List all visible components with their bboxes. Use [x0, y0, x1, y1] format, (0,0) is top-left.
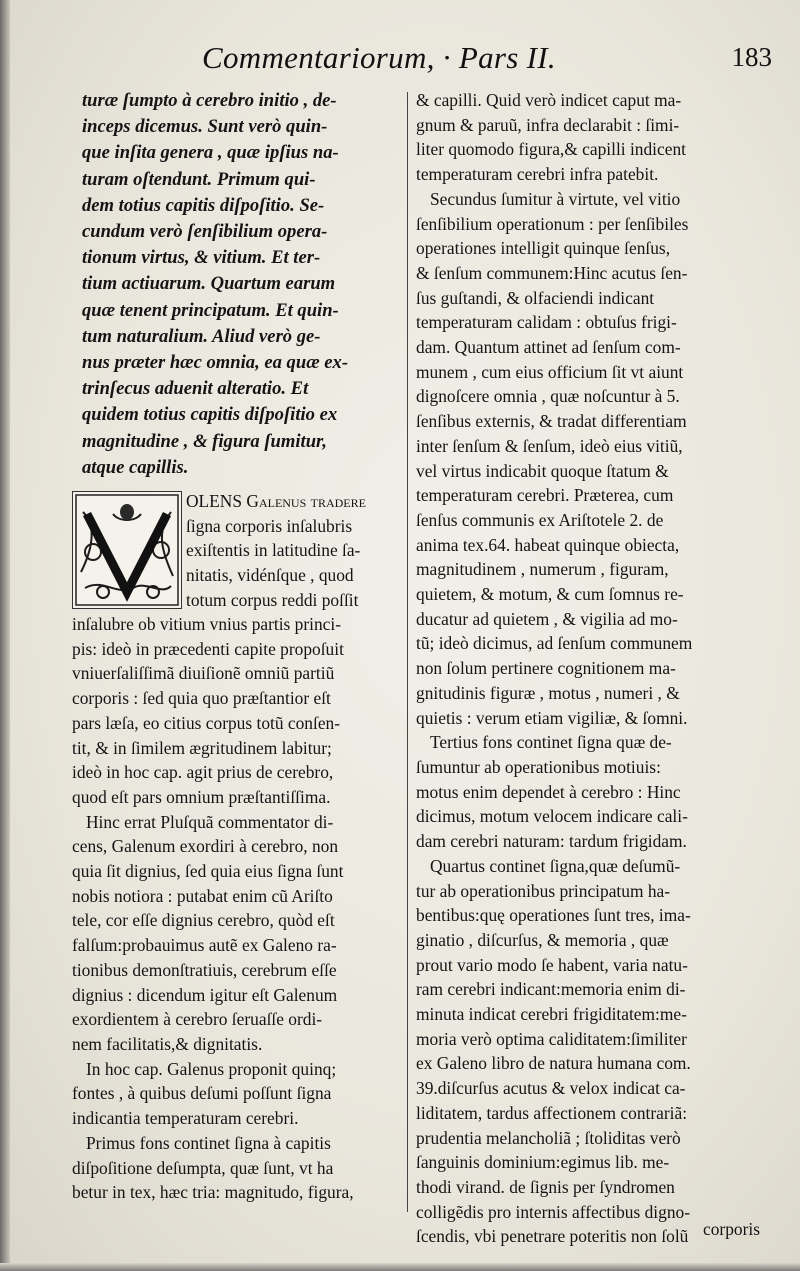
- text-line: totum corpus reddi poſſit: [186, 589, 359, 610]
- text-line: ſumuntur ab operationibus motiuis:: [416, 756, 661, 777]
- text-line: motus enim dependet à cerebro : Hinc: [416, 781, 681, 802]
- text-line: ſcendis, vbi penetrare poteritis non ſolũ: [416, 1226, 689, 1247]
- text-line: moria verò optima caliditatem:ſimiliter: [416, 1028, 687, 1049]
- text-line: dam. Quantum attinet ad ſenſum com-: [416, 337, 681, 358]
- text-line: Quartus continet ſigna,quæ deſumũ-: [430, 855, 681, 876]
- text-line: prout vario modo ſe habent, varia natu-: [416, 954, 688, 975]
- text-line: corporis : ſed quia quo præſtantior eſt: [72, 688, 331, 709]
- text-line: quietem, & motum, & cum ſomnus re-: [416, 584, 684, 605]
- text-line: OLENS Galenus tradere: [186, 491, 366, 512]
- text-line: ſus guſtandi, & olfaciendi indicant: [416, 287, 655, 308]
- running-head: [190, 38, 780, 88]
- text-line: tele, cor eſſe dignius cerebro, quòd eſt: [72, 910, 335, 931]
- text-line: & ſenſum communem:Hinc acutus ſen-: [416, 262, 688, 283]
- page-edge-shadow: [0, 0, 10, 1271]
- text-line: Primus fons continet ſigna à capitis: [86, 1132, 331, 1153]
- column-divider: [407, 92, 408, 1212]
- text-line: atque capillis.: [82, 456, 189, 478]
- dropcap-paragraph: [72, 489, 404, 612]
- text-line: anima tex.64. habeat quinque obiecta,: [416, 534, 680, 555]
- text-line: Hinc errat Pluſquã commentator di-: [86, 811, 334, 832]
- right-column: [416, 88, 762, 1249]
- text-line: munem , cum eius officium ſit vt aiunt: [416, 361, 684, 382]
- text-line: nus præter hæc omnia, ea quæ ex-: [82, 352, 349, 374]
- text-line: turæ ſumpto à cerebro initio , de-: [82, 90, 337, 111]
- text-line: nitatis, vidénſque , quod: [186, 565, 354, 586]
- text-line: tur ab operationibus principatum ha-: [416, 880, 671, 901]
- text-line: betur in tex, hæc tria: magnitudo, figura,: [72, 1182, 354, 1203]
- text-line: tionibus demonſtratiuis, cerebrum eſſe: [72, 959, 337, 980]
- text-line: gnum & paruũ, infra declarabit : ſimi-: [416, 114, 680, 135]
- text-line: ſanguinis dominium:egimus lib. me-: [416, 1152, 670, 1173]
- text-line: liter quomodo figura,& capilli indicent: [416, 139, 686, 160]
- text-line: gnitudinis figuræ , motus , numeri , &: [416, 682, 680, 703]
- text-line: ducatur ad quietem , & vigilia ad mo-: [416, 608, 678, 629]
- right-body-text: [416, 88, 762, 1249]
- text-line: dicimus, motum velocem indicare cali-: [416, 806, 688, 827]
- text-line: quod eſt pars omnium præſtantiſſima.: [72, 786, 331, 807]
- text-line: 39.diſcurſus acutus & velox indicat ca-: [416, 1078, 686, 1099]
- text-line: Tertius fons continet ſigna quæ de-: [430, 732, 672, 753]
- left-body-text: [72, 612, 404, 1205]
- decorated-initial-v-icon: [72, 491, 182, 609]
- text-line: non ſolum pertinere cognitionem ma-: [416, 658, 676, 679]
- page-number: 183: [731, 42, 772, 72]
- text-line: dem totius capitis diſpoſitio. Se-: [82, 194, 325, 216]
- text-line: turam oſtendunt. Primum qui-: [82, 168, 316, 190]
- text-line: magnitudine , & figura ſumitur,: [82, 430, 327, 452]
- text-line: quietis : verum etiam vigiliæ, & ſomni.: [416, 707, 688, 728]
- dropcap-lines: [186, 489, 406, 613]
- text-line: ſenſibus externis, & tradat differentiam: [416, 411, 687, 432]
- text-line: ſigna corporis inſalubris: [186, 515, 353, 536]
- text-line: quidem totius capitis diſpoſitio ex: [82, 404, 338, 426]
- left-column: [72, 88, 404, 1205]
- text-line: vniuerſaliſſimã diuiſionẽ omniũ partiũ: [72, 663, 335, 684]
- text-line: quia ſit dignius, ſed quia eius ſigna ſunt: [72, 861, 344, 882]
- text-line: & capilli. Quid verò indicet caput ma-: [416, 90, 682, 110]
- text-line: ginatio , diſcurſus, & memoria , quæ: [416, 929, 669, 950]
- text-line: ideò in hoc cap. agit prius de cerebro,: [72, 762, 334, 783]
- text-line: nem facilitatis,& dignitatis.: [72, 1034, 263, 1054]
- catchword: corporis: [703, 1219, 760, 1239]
- text-line: cundum verò ſenſibilium opera-: [82, 221, 328, 243]
- text-line: minuta indicat cerebri frigiditatem:me-: [416, 1004, 687, 1025]
- text-line: inſalubre ob vitium vnius partis princi-: [72, 614, 342, 635]
- text-line: diſpoſitione deſumpta, quæ ſunt, vt ha: [72, 1157, 334, 1178]
- text-line: pars læſa, eo citius corpus totũ conſen-: [72, 712, 341, 733]
- text-line: fontes , à quibus deſumi poſſunt ſigna: [72, 1083, 332, 1104]
- text-line: dam cerebri naturam: tardum frigidam.: [416, 831, 687, 852]
- text-line: tit, & in ſimilem ægritudinem labitur;: [72, 737, 332, 758]
- text-line: falſum:probauimus autẽ ex Galeno ra-: [72, 935, 337, 956]
- text-line: thodi virand. de ſignis per ſyndromen: [416, 1176, 675, 1197]
- text-line: cens, Galenum exordiri à cerebro, non: [72, 836, 339, 857]
- text-line: ſenſus communis ex Ariſtotele 2. de: [416, 509, 664, 530]
- text-line: ſenſibilium operationum : per ſenſibiles: [416, 213, 689, 234]
- text-line: tũ; ideò dicimus, ad ſenſum communem: [416, 633, 693, 654]
- text-line: dignius : dicendum igitur eſt Galenum: [72, 984, 338, 1005]
- text-line: inceps dicemus. Sunt verò quin-: [82, 116, 328, 138]
- page-bottom-shadow: [0, 1263, 800, 1271]
- text-line: inter ſenſum & ſenſum, ideò eius vitiũ,: [416, 435, 683, 456]
- text-line: nobis notiora : putabat enim cũ Ariſto: [72, 885, 333, 906]
- text-line: temperaturam cerebri. Præterea, cum: [416, 485, 674, 506]
- text-line: dignoſcere omnia , quæ noſcuntur à 5.: [416, 386, 680, 407]
- text-line: tum naturalium. Aliud verò ge-: [82, 325, 321, 347]
- text-line: quæ tenent principatum. Et quin-: [82, 299, 339, 321]
- text-line: tium actiuarum. Quartum earum: [82, 273, 336, 295]
- text-line: Secundus ſumitur à virtute, vel vitio: [430, 188, 681, 209]
- text-line: trinſecus aduenit alteratio. Et: [82, 378, 309, 400]
- text-line: que inſita genera , quæ ipſius na-: [82, 142, 339, 164]
- text-line: colligẽdis pro internis affectibus digno-: [416, 1201, 691, 1222]
- text-line: vel virtus indicabit quoque ſtatum &: [416, 460, 669, 481]
- text-line: exordientem à cerebro ſeruaſſe ordi-: [72, 1009, 323, 1030]
- text-line: temperaturam calidam : obtuſus frigi-: [416, 312, 677, 333]
- text-line: ram cerebri indicant:memoria enim di-: [416, 979, 686, 1000]
- text-line: liditatem, tardus affectionem contrariã:: [416, 1102, 688, 1123]
- text-line: tionum virtus, & vitium. Et ter-: [82, 247, 321, 269]
- text-line: temperaturam cerebri infra patebit.: [416, 164, 659, 185]
- text-line: In hoc cap. Galenus proponit quinq;: [86, 1058, 337, 1079]
- text-line: bentibus:quę operationes ſunt tres, ima-: [416, 905, 691, 926]
- text-line: exiſtentis in latitudine ſa-: [186, 540, 361, 561]
- text-line: pis: ideò in præcedenti capite propoſuit: [72, 638, 344, 659]
- italic-text-block: [82, 88, 404, 481]
- text-line: operationes intelligit quinque ſenſus,: [416, 238, 671, 259]
- text-line: prudentia melancholiã ; ſtoliditas verò: [416, 1127, 681, 1148]
- text-line: magnitudinem , numerum , figuram,: [416, 559, 669, 580]
- running-head-title: Commentariorum, · Pars II.: [202, 40, 556, 75]
- text-line: indicantia temperaturam cerebri.: [72, 1108, 299, 1129]
- text-line: ex Galeno libro de natura humana com.: [416, 1053, 691, 1074]
